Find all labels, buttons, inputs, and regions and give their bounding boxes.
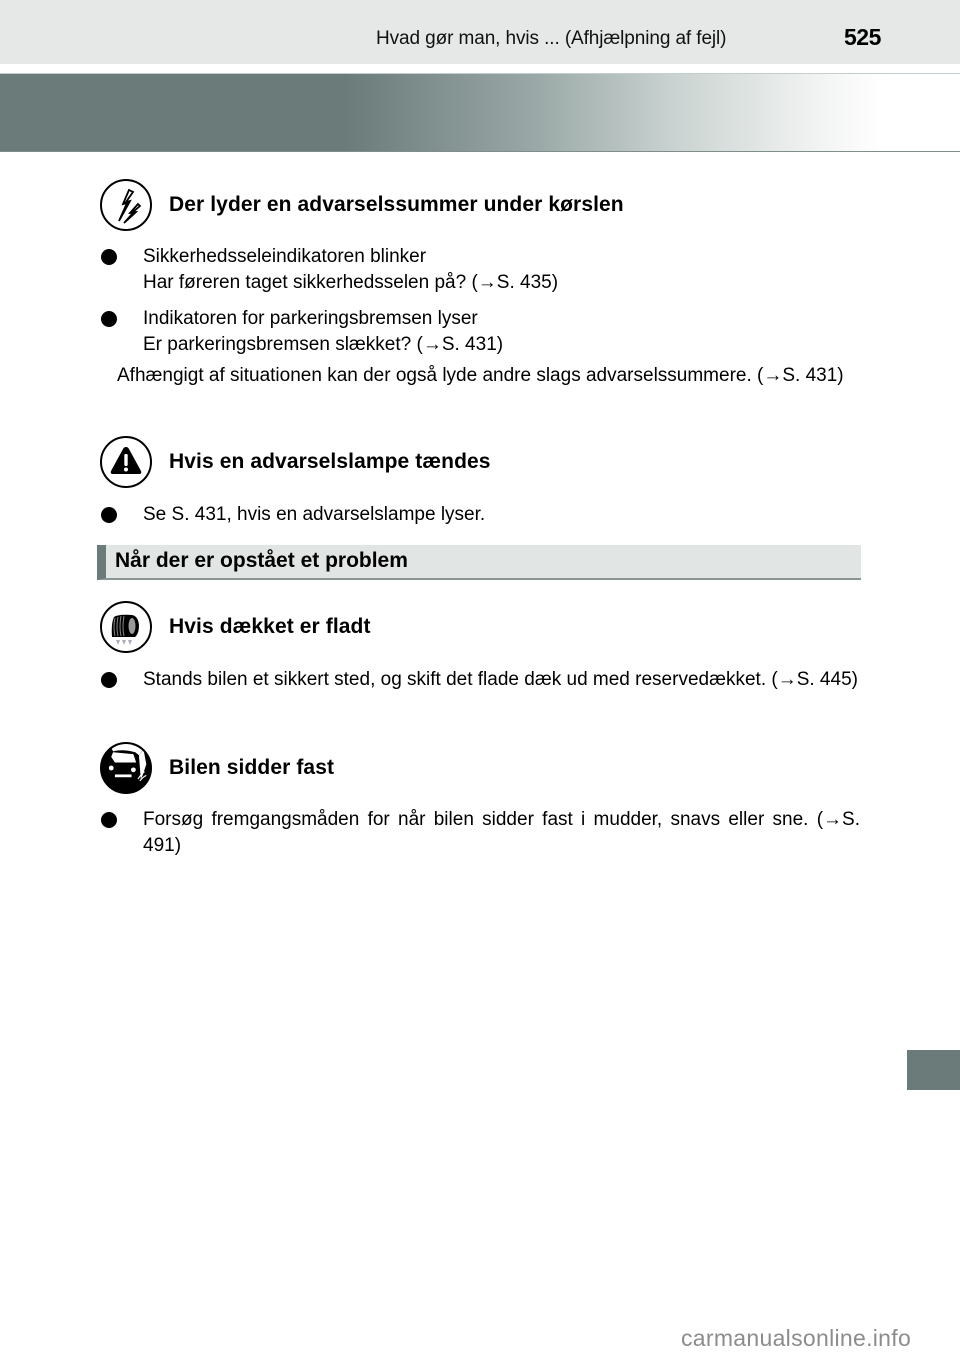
warning-triangle-icon: [100, 436, 152, 488]
heading-text: Hvis en advarselslampe tændes: [169, 450, 491, 473]
list-item: [100, 807, 860, 859]
heading-stuck-car: [100, 738, 334, 798]
list-item: [100, 502, 860, 528]
running-title: Hvad gør man, hvis ... (Afhjælpning af fejl): [376, 28, 727, 49]
flat-tire-icon: [100, 601, 152, 653]
heading-buzzer: [100, 175, 624, 235]
heading-text: Hvis dækket er fladt: [169, 615, 371, 638]
buzzer-warning-icon: [100, 179, 152, 231]
page-number: 525: [844, 24, 881, 50]
section-bar-title: Når der er opstået et problem: [115, 549, 408, 572]
chapter-gradient-band: [0, 73, 960, 152]
bullet-line: Sikkerhedsseleindikatoren blinker: [143, 246, 427, 267]
bullet-dot: [101, 311, 117, 327]
bullet-line: Er parkeringsbremsen slækket? (→S. 431): [143, 334, 504, 355]
bullet-line: Har føreren taget sikkerhedsselen på? (→S. 435): [143, 272, 559, 293]
list-item: [100, 306, 860, 358]
heading-text: Bilen sidder fast: [169, 756, 335, 779]
bullet-dot: [101, 672, 117, 688]
note-paragraph: Afhængigt af situationen kan der også lyde andre slags advarselssummere. (→S. 431): [117, 365, 844, 386]
chapter-side-tab: [907, 1050, 960, 1090]
bullet-text: Forsøg fremgangsmåden for når bilen sidder fast i mudder, snavs eller sne. (→S. 491): [143, 809, 860, 856]
bullet-text: Stands bilen et sikkert sted, og skift det flade dæk ud med reservedækket. (→S. 445): [143, 669, 858, 690]
heading-flat-tire: [100, 597, 371, 657]
heading-warning-lamp: [100, 432, 491, 492]
bullet-text: Se S. 431, hvis en advarselslampe lyser.: [143, 504, 486, 525]
bullet-dot: [101, 812, 117, 828]
heading-text: Der lyder en advarselssummer under kørslen: [169, 193, 624, 216]
stuck-car-icon: [100, 742, 152, 794]
bullet-dot: [101, 249, 117, 265]
bullet-line: Indikatoren for parkeringsbremsen lyser: [143, 308, 478, 329]
list-item: [100, 244, 860, 296]
watermark: carmanualsonline.info: [681, 1325, 912, 1351]
list-item: [100, 667, 860, 693]
section-bar: [97, 545, 861, 580]
bullet-dot: [101, 507, 117, 523]
